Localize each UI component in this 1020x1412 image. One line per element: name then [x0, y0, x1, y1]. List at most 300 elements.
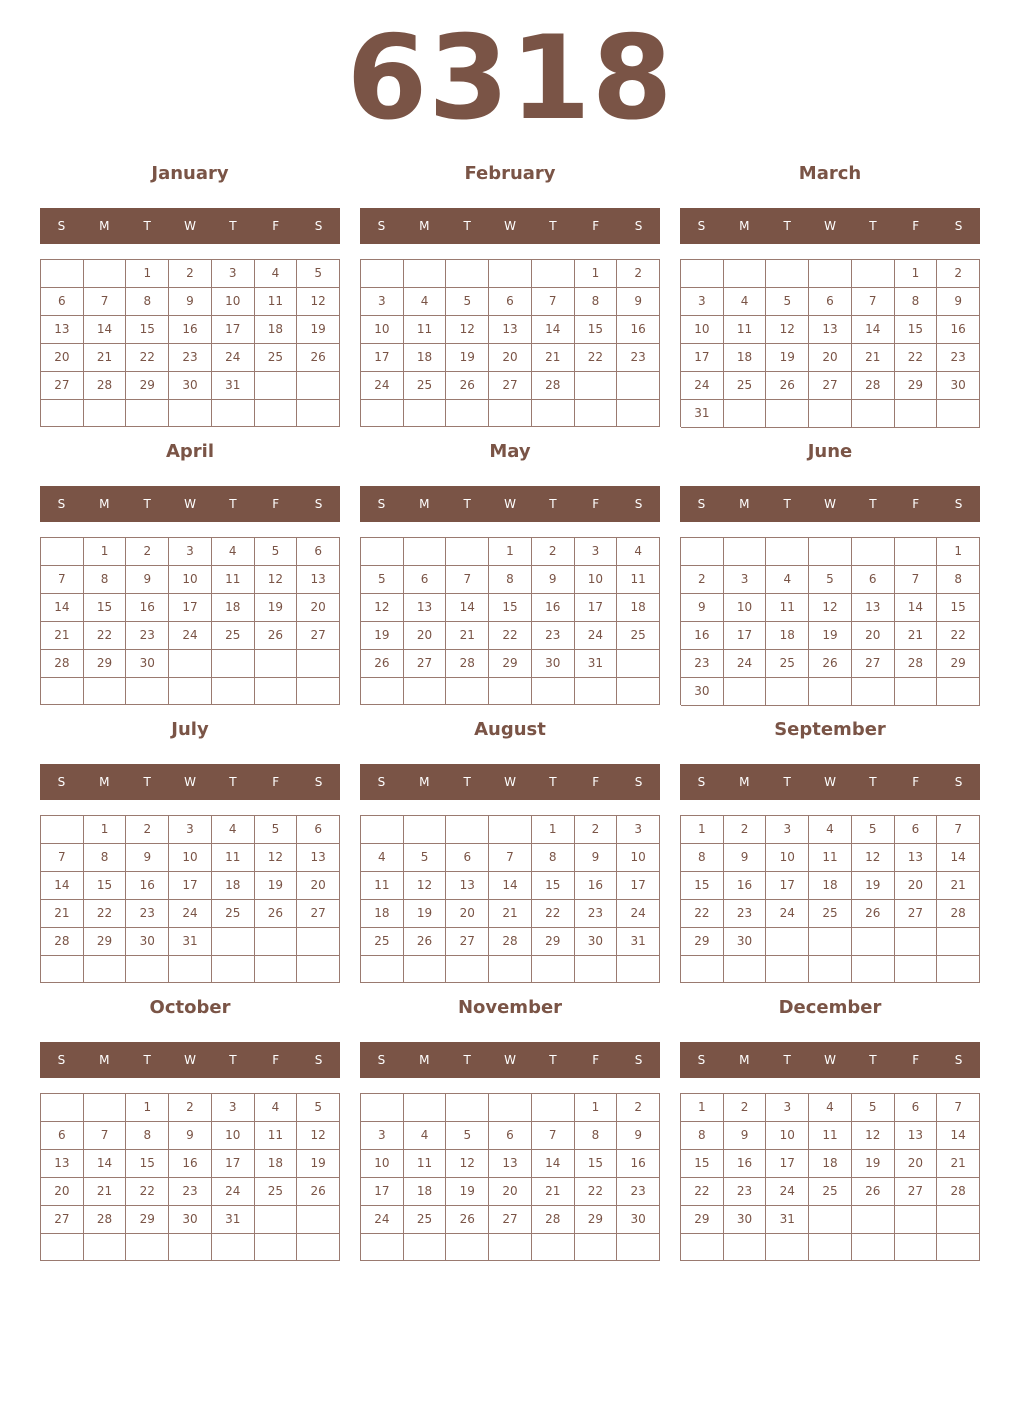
day-cell: 3: [361, 1122, 404, 1150]
day-cell: 10: [169, 844, 212, 872]
day-cell: 26: [297, 1178, 340, 1206]
empty-cell: [852, 928, 895, 956]
empty-cell: [724, 260, 767, 288]
day-cell: 16: [937, 316, 980, 344]
weekday-label: W: [824, 219, 836, 233]
month-title: January: [151, 163, 229, 184]
day-cell: 31: [212, 372, 255, 400]
weekday-label: W: [824, 775, 836, 789]
empty-cell: [212, 678, 255, 705]
empty-cell: [809, 538, 852, 566]
day-cell: 3: [169, 538, 212, 566]
day-cell: 7: [446, 566, 489, 594]
empty-cell: [532, 1234, 575, 1261]
day-cell: 10: [681, 316, 724, 344]
day-cell: 1: [575, 260, 618, 288]
month-title: September: [774, 719, 886, 740]
day-cell: 5: [766, 288, 809, 316]
day-cell: 12: [255, 844, 298, 872]
weekday-label: S: [57, 219, 66, 233]
day-cell: 15: [895, 316, 938, 344]
day-cell: 23: [532, 622, 575, 650]
day-cell: 15: [681, 872, 724, 900]
day-cell: 11: [724, 316, 767, 344]
day-cell: 23: [126, 622, 169, 650]
day-cell: 11: [617, 566, 660, 594]
empty-cell: [297, 1206, 340, 1234]
empty-cell: [852, 956, 895, 983]
weekday-label: S: [377, 219, 386, 233]
day-grid: [680, 1093, 980, 1261]
empty-cell: [446, 956, 489, 983]
day-cell: 14: [41, 872, 84, 900]
empty-cell: [404, 678, 447, 705]
day-cell: 5: [446, 1122, 489, 1150]
day-cell: 25: [212, 900, 255, 928]
day-cell: 15: [84, 594, 127, 622]
day-cell: 18: [809, 1150, 852, 1178]
day-cell: 11: [404, 1150, 447, 1178]
empty-cell: [489, 400, 532, 427]
empty-cell: [895, 928, 938, 956]
day-cell: 24: [724, 650, 767, 678]
empty-cell: [766, 538, 809, 566]
day-cell: 30: [169, 372, 212, 400]
weekday-label: S: [314, 497, 323, 511]
day-cell: 15: [681, 1150, 724, 1178]
weekday-label: S: [954, 775, 963, 789]
empty-cell: [937, 1234, 980, 1261]
day-cell: 19: [446, 344, 489, 372]
weekday-label: W: [184, 1053, 196, 1067]
day-cell: 2: [724, 1094, 767, 1122]
day-grid: [40, 815, 340, 983]
day-cell: 29: [575, 1206, 618, 1234]
day-cell: 6: [297, 538, 340, 566]
day-cell: 20: [297, 872, 340, 900]
empty-cell: [809, 1206, 852, 1234]
day-cell: 25: [255, 344, 298, 372]
day-cell: 22: [126, 1178, 169, 1206]
day-cell: 30: [937, 372, 980, 400]
empty-cell: [809, 260, 852, 288]
day-cell: 3: [681, 288, 724, 316]
day-cell: 17: [361, 344, 404, 372]
day-cell: 13: [852, 594, 895, 622]
day-cell: 6: [895, 1094, 938, 1122]
day-cell: 1: [895, 260, 938, 288]
weekday-label: T: [229, 775, 237, 789]
day-cell: 30: [575, 928, 618, 956]
empty-cell: [169, 1234, 212, 1261]
empty-cell: [84, 678, 127, 705]
day-cell: 1: [575, 1094, 618, 1122]
day-cell: 23: [169, 344, 212, 372]
day-cell: 15: [575, 316, 618, 344]
empty-cell: [852, 260, 895, 288]
empty-cell: [809, 400, 852, 428]
empty-cell: [766, 400, 809, 428]
day-cell: 13: [297, 844, 340, 872]
day-cell: 5: [852, 816, 895, 844]
day-cell: 26: [852, 900, 895, 928]
day-cell: 13: [489, 316, 532, 344]
day-cell: 13: [41, 316, 84, 344]
weekday-label: T: [783, 1053, 791, 1067]
empty-cell: [681, 956, 724, 983]
day-cell: 28: [489, 928, 532, 956]
day-cell: 12: [404, 872, 447, 900]
empty-cell: [126, 956, 169, 983]
day-cell: 9: [126, 844, 169, 872]
day-cell: 26: [809, 650, 852, 678]
weekday-label: F: [272, 497, 280, 511]
day-cell: 14: [446, 594, 489, 622]
day-cell: 16: [681, 622, 724, 650]
day-cell: 31: [766, 1206, 809, 1234]
month-title: July: [171, 719, 209, 740]
day-cell: 2: [575, 816, 618, 844]
empty-cell: [255, 400, 298, 427]
weekday-label: W: [504, 497, 516, 511]
day-cell: 29: [84, 928, 127, 956]
empty-cell: [724, 956, 767, 983]
day-cell: 17: [681, 344, 724, 372]
day-cell: 14: [84, 316, 127, 344]
empty-cell: [809, 956, 852, 983]
day-cell: 12: [361, 594, 404, 622]
day-cell: 18: [404, 344, 447, 372]
weekday-header: [680, 486, 980, 522]
day-cell: 7: [489, 844, 532, 872]
day-cell: 24: [361, 372, 404, 400]
day-cell: 11: [361, 872, 404, 900]
day-cell: 9: [575, 844, 618, 872]
day-grid: [40, 537, 340, 705]
weekday-header: [360, 1042, 660, 1078]
empty-cell: [169, 400, 212, 427]
day-cell: 26: [297, 344, 340, 372]
day-cell: 5: [446, 288, 489, 316]
day-cell: 28: [895, 650, 938, 678]
day-cell: 1: [681, 1094, 724, 1122]
empty-cell: [361, 678, 404, 705]
weekday-label: S: [377, 1053, 386, 1067]
empty-cell: [724, 400, 767, 428]
day-cell: 9: [724, 844, 767, 872]
day-cell: 13: [809, 316, 852, 344]
weekday-label: W: [504, 775, 516, 789]
day-cell: 10: [724, 594, 767, 622]
weekday-label: F: [912, 775, 920, 789]
day-cell: 5: [852, 1094, 895, 1122]
empty-cell: [724, 678, 767, 706]
empty-cell: [937, 956, 980, 983]
weekday-label: T: [869, 497, 877, 511]
day-cell: 27: [404, 650, 447, 678]
day-grid: [360, 1093, 660, 1261]
weekday-label: T: [783, 219, 791, 233]
weekday-label: S: [314, 775, 323, 789]
day-cell: 5: [404, 844, 447, 872]
weekday-label: M: [739, 775, 750, 789]
day-cell: 5: [809, 566, 852, 594]
day-cell: 30: [681, 678, 724, 706]
day-cell: 16: [575, 872, 618, 900]
day-cell: 13: [404, 594, 447, 622]
day-cell: 12: [297, 1122, 340, 1150]
day-cell: 4: [766, 566, 809, 594]
weekday-label: S: [377, 775, 386, 789]
day-cell: 7: [41, 566, 84, 594]
day-cell: 20: [297, 594, 340, 622]
month-title: April: [165, 441, 215, 462]
day-cell: 4: [724, 288, 767, 316]
day-cell: 1: [126, 260, 169, 288]
weekday-label: S: [57, 1053, 66, 1067]
day-cell: 23: [617, 1178, 660, 1206]
day-cell: 22: [84, 622, 127, 650]
day-cell: 18: [724, 344, 767, 372]
day-cell: 7: [937, 1094, 980, 1122]
day-cell: 28: [532, 1206, 575, 1234]
day-cell: 3: [169, 816, 212, 844]
empty-cell: [446, 678, 489, 705]
day-cell: 14: [84, 1150, 127, 1178]
empty-cell: [255, 1206, 298, 1234]
day-cell: 2: [126, 538, 169, 566]
day-cell: 29: [126, 372, 169, 400]
empty-cell: [446, 538, 489, 566]
day-cell: 4: [212, 538, 255, 566]
empty-cell: [489, 1094, 532, 1122]
day-cell: 8: [895, 288, 938, 316]
weekday-header: [360, 486, 660, 522]
empty-cell: [532, 400, 575, 427]
empty-cell: [489, 1234, 532, 1261]
day-cell: 8: [532, 844, 575, 872]
day-cell: 1: [489, 538, 532, 566]
empty-cell: [617, 956, 660, 983]
day-cell: 2: [681, 566, 724, 594]
empty-cell: [809, 1234, 852, 1261]
day-cell: 18: [809, 872, 852, 900]
empty-cell: [895, 678, 938, 706]
day-cell: 28: [84, 1206, 127, 1234]
empty-cell: [446, 1234, 489, 1261]
weekday-label: F: [592, 1053, 600, 1067]
weekday-label: F: [272, 219, 280, 233]
weekday-header: [40, 486, 340, 522]
day-cell: 19: [255, 594, 298, 622]
day-cell: 10: [212, 288, 255, 316]
day-cell: 2: [937, 260, 980, 288]
day-cell: 31: [681, 400, 724, 428]
weekday-label: F: [592, 497, 600, 511]
day-cell: 8: [575, 1122, 618, 1150]
day-cell: 1: [126, 1094, 169, 1122]
day-cell: 21: [532, 1178, 575, 1206]
day-cell: 23: [724, 1178, 767, 1206]
empty-cell: [766, 260, 809, 288]
weekday-header: [40, 764, 340, 800]
day-cell: 28: [937, 900, 980, 928]
day-cell: 3: [766, 816, 809, 844]
day-cell: 2: [169, 260, 212, 288]
day-cell: 17: [169, 872, 212, 900]
year-title: 6318: [346, 11, 674, 146]
weekday-label: S: [634, 219, 643, 233]
empty-cell: [404, 538, 447, 566]
day-cell: 6: [41, 288, 84, 316]
weekday-label: T: [549, 775, 557, 789]
weekday-label: T: [463, 497, 471, 511]
day-cell: 27: [446, 928, 489, 956]
day-cell: 16: [724, 872, 767, 900]
day-cell: 29: [489, 650, 532, 678]
day-cell: 5: [297, 260, 340, 288]
day-cell: 18: [361, 900, 404, 928]
day-cell: 13: [297, 566, 340, 594]
day-cell: 12: [446, 316, 489, 344]
weekday-label: S: [697, 775, 706, 789]
day-cell: 22: [681, 900, 724, 928]
day-cell: 22: [532, 900, 575, 928]
day-cell: 20: [41, 1178, 84, 1206]
day-cell: 17: [617, 872, 660, 900]
day-cell: 8: [126, 1122, 169, 1150]
day-cell: 3: [766, 1094, 809, 1122]
weekday-label: T: [463, 219, 471, 233]
empty-cell: [126, 678, 169, 705]
day-cell: 2: [617, 1094, 660, 1122]
day-cell: 2: [724, 816, 767, 844]
day-cell: 15: [489, 594, 532, 622]
day-cell: 10: [212, 1122, 255, 1150]
day-cell: 17: [575, 594, 618, 622]
weekday-label: M: [739, 497, 750, 511]
day-cell: 4: [404, 288, 447, 316]
day-cell: 20: [489, 1178, 532, 1206]
empty-cell: [852, 678, 895, 706]
day-cell: 3: [617, 816, 660, 844]
empty-cell: [255, 956, 298, 983]
day-cell: 13: [489, 1150, 532, 1178]
day-cell: 4: [809, 1094, 852, 1122]
day-cell: 28: [937, 1178, 980, 1206]
weekday-label: F: [592, 775, 600, 789]
day-cell: 29: [895, 372, 938, 400]
day-grid: [360, 259, 660, 427]
day-cell: 25: [809, 1178, 852, 1206]
day-cell: 18: [255, 316, 298, 344]
empty-cell: [404, 260, 447, 288]
weekday-label: W: [504, 219, 516, 233]
day-cell: 28: [41, 928, 84, 956]
weekday-label: M: [99, 219, 110, 233]
weekday-label: M: [419, 497, 430, 511]
month-title: November: [457, 997, 563, 1018]
empty-cell: [446, 260, 489, 288]
empty-cell: [361, 816, 404, 844]
weekday-label: S: [697, 219, 706, 233]
day-cell: 1: [532, 816, 575, 844]
empty-cell: [937, 1206, 980, 1234]
empty-cell: [41, 956, 84, 983]
weekday-label: S: [634, 1053, 643, 1067]
day-cell: 4: [809, 816, 852, 844]
day-cell: 19: [404, 900, 447, 928]
day-cell: 10: [617, 844, 660, 872]
day-cell: 8: [126, 288, 169, 316]
day-cell: 24: [169, 900, 212, 928]
day-cell: 12: [852, 844, 895, 872]
empty-cell: [681, 260, 724, 288]
day-cell: 22: [84, 900, 127, 928]
day-cell: 31: [617, 928, 660, 956]
day-grid: [360, 815, 660, 983]
day-cell: 19: [766, 344, 809, 372]
day-cell: 19: [809, 622, 852, 650]
empty-cell: [809, 678, 852, 706]
day-cell: 3: [212, 1094, 255, 1122]
day-cell: 6: [809, 288, 852, 316]
month-title: December: [778, 997, 882, 1018]
day-cell: 3: [212, 260, 255, 288]
weekday-label: T: [229, 219, 237, 233]
day-cell: 4: [617, 538, 660, 566]
day-cell: 8: [681, 1122, 724, 1150]
month-title: June: [807, 441, 853, 462]
empty-cell: [255, 1234, 298, 1261]
day-cell: 10: [361, 1150, 404, 1178]
day-cell: 16: [126, 594, 169, 622]
weekday-label: T: [869, 775, 877, 789]
day-cell: 9: [681, 594, 724, 622]
empty-cell: [532, 678, 575, 705]
day-cell: 31: [575, 650, 618, 678]
day-cell: 21: [937, 1150, 980, 1178]
day-cell: 8: [575, 288, 618, 316]
day-cell: 5: [297, 1094, 340, 1122]
weekday-label: F: [592, 219, 600, 233]
day-cell: 21: [532, 344, 575, 372]
day-cell: 20: [895, 1150, 938, 1178]
empty-cell: [212, 928, 255, 956]
empty-cell: [169, 650, 212, 678]
day-cell: 27: [895, 900, 938, 928]
empty-cell: [681, 538, 724, 566]
day-cell: 19: [446, 1178, 489, 1206]
day-cell: 16: [126, 872, 169, 900]
day-cell: 23: [681, 650, 724, 678]
day-cell: 29: [937, 650, 980, 678]
weekday-label: F: [272, 775, 280, 789]
day-cell: 28: [446, 650, 489, 678]
day-cell: 14: [852, 316, 895, 344]
empty-cell: [212, 650, 255, 678]
weekday-label: T: [143, 219, 151, 233]
empty-cell: [361, 400, 404, 427]
day-cell: 5: [255, 816, 298, 844]
day-cell: 19: [361, 622, 404, 650]
weekday-label: T: [463, 1053, 471, 1067]
day-cell: 30: [724, 928, 767, 956]
day-cell: 2: [617, 260, 660, 288]
day-cell: 25: [724, 372, 767, 400]
day-cell: 18: [255, 1150, 298, 1178]
day-cell: 21: [84, 1178, 127, 1206]
